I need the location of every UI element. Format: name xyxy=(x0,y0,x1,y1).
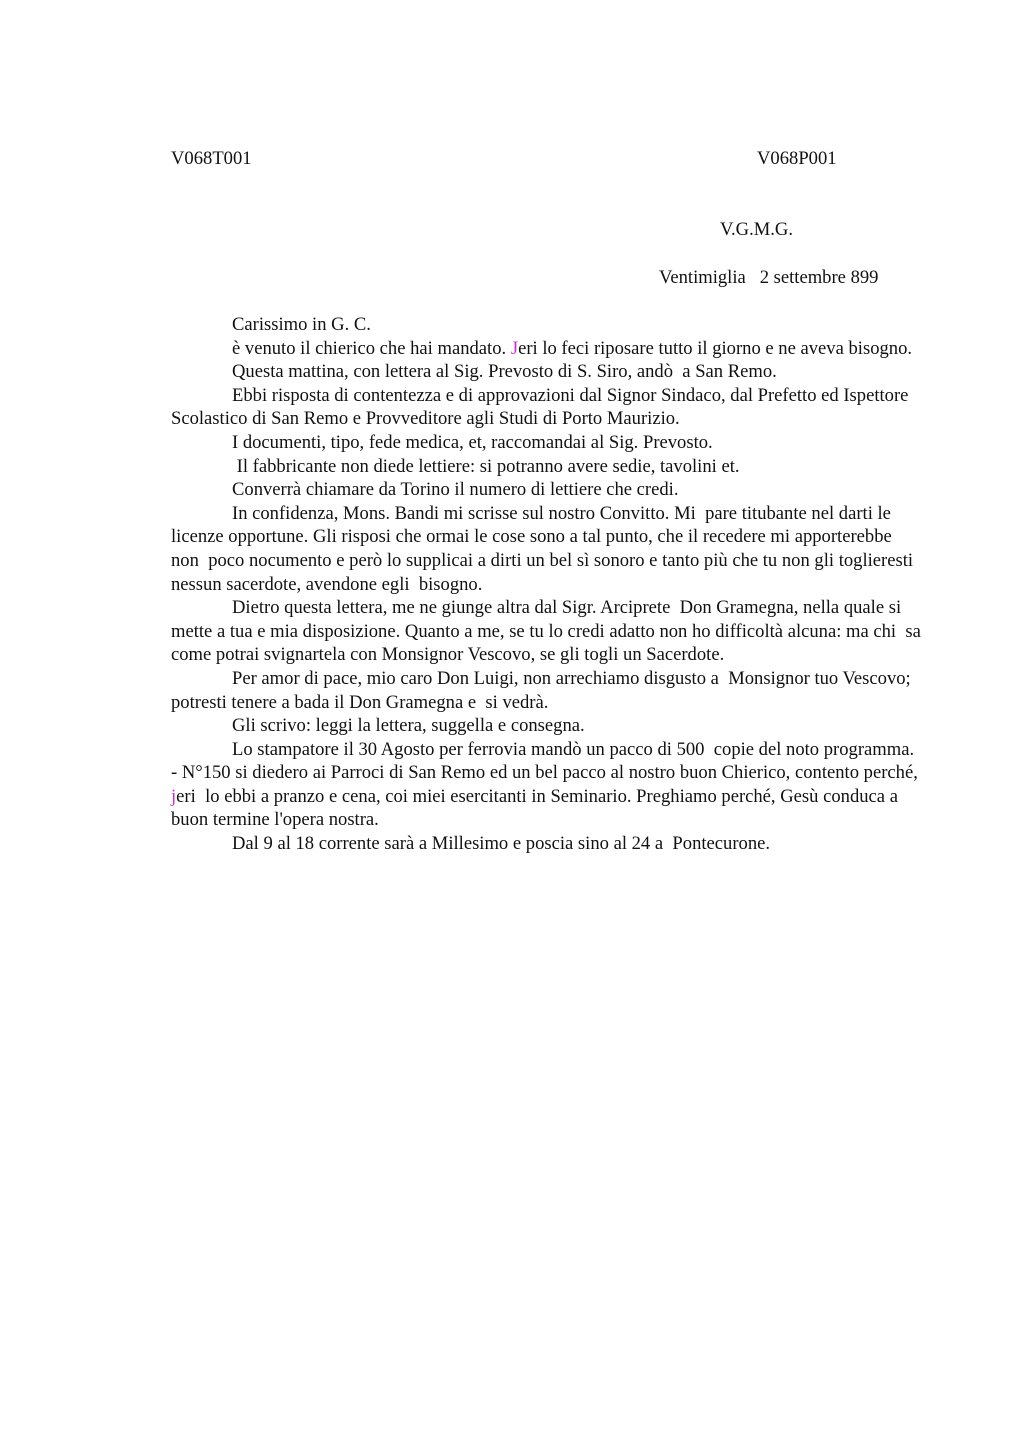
paragraph-text: è venuto il chierico che hai mandato. xyxy=(232,337,511,359)
paragraph xyxy=(171,738,923,832)
paragraph-text: eri lo ebbi a pranzo e cena, coi miei esercitanti in Seminario. Preghiamo perché, Gesù conduca a buon termine l'opera nostra. xyxy=(171,785,903,831)
paragraph: I documenti, tipo, fede medica, et, raccomandai al Sig. Prevosto. xyxy=(232,431,713,453)
highlighted-letter: j xyxy=(171,785,177,807)
highlighted-letter: J xyxy=(510,337,519,359)
paragraph-text: Lo stampatore il 30 Agosto per ferrovia mandò un pacco di 500 copie del noto programma. - N°150 si diedero ai Parroci di San Remo ed un bel pacco al nostro buon Chierico, contento perché, xyxy=(171,738,923,784)
paragraph: Questa mattina, con lettera al Sig. Prevosto di S. Siro, andò a San Remo. xyxy=(232,361,777,383)
paragraph: Converrà chiamare da Torino il numero di lettiere che credi. xyxy=(232,479,679,501)
paragraph: Gli scrivo: leggi la lettera, suggella e consegna. xyxy=(232,715,585,737)
paragraph: Dal 9 al 18 corrente sarà a Millesimo e poscia sino al 24 a Pontecurone. xyxy=(232,833,771,855)
salutation: Carissimo in G. C. xyxy=(232,314,371,335)
letter-body xyxy=(171,313,926,856)
document-code-left: V068T001 xyxy=(171,148,252,169)
date-line: Ventimiglia 2 settembre 899 xyxy=(659,267,879,288)
paragraph xyxy=(171,337,923,361)
paragraph: In confidenza, Mons. Bandi mi scrisse sul nostro Convitto. Mi pare titubante nel darti le licenze opportune. Gli risposi che ormai le cose sono a tal punto, che il recedere mi apporterebbe non poco nocumento e però lo supplicai a dirti un bel sì sonoro e tanto più che tu non gli toglieresti nessun sacerdote, avendone egli bisogno. xyxy=(171,502,918,595)
motto: V.G.M.G. xyxy=(720,219,794,240)
page-code-right: V068P001 xyxy=(757,148,837,169)
paragraph: Il fabbricante non diede lettiere: si potranno avere sedie, tavolini et. xyxy=(232,455,740,477)
paragraph: Dietro questa lettera, me ne giunge altra dal Sigr. Arciprete Don Gramegna, nella quale si mette a tua e mia disposizione. Quanto a me, se tu lo credi adatto non ho difficoltà alcuna: ma chi sa come potrai svignartela con Monsignor Vescovo, se gli togli un Sacerdote. xyxy=(171,597,926,666)
paragraph: Ebbi risposta di contentezza e di approvazioni dal Signor Sindaco, dal Prefetto ed Ispettore Scolastico di San Remo e Provveditore agli Studi di Porto Maurizio. xyxy=(171,384,914,430)
paragraph: Per amor di pace, mio caro Don Luigi, non arrechiamo disgusto a Monsignor tuo Vescovo; potresti tenere a bada il Don Gramegna e si vedrà. xyxy=(171,667,916,713)
paragraph-text: eri lo feci riposare tutto il giorno e ne aveva bisogno. xyxy=(518,337,913,359)
